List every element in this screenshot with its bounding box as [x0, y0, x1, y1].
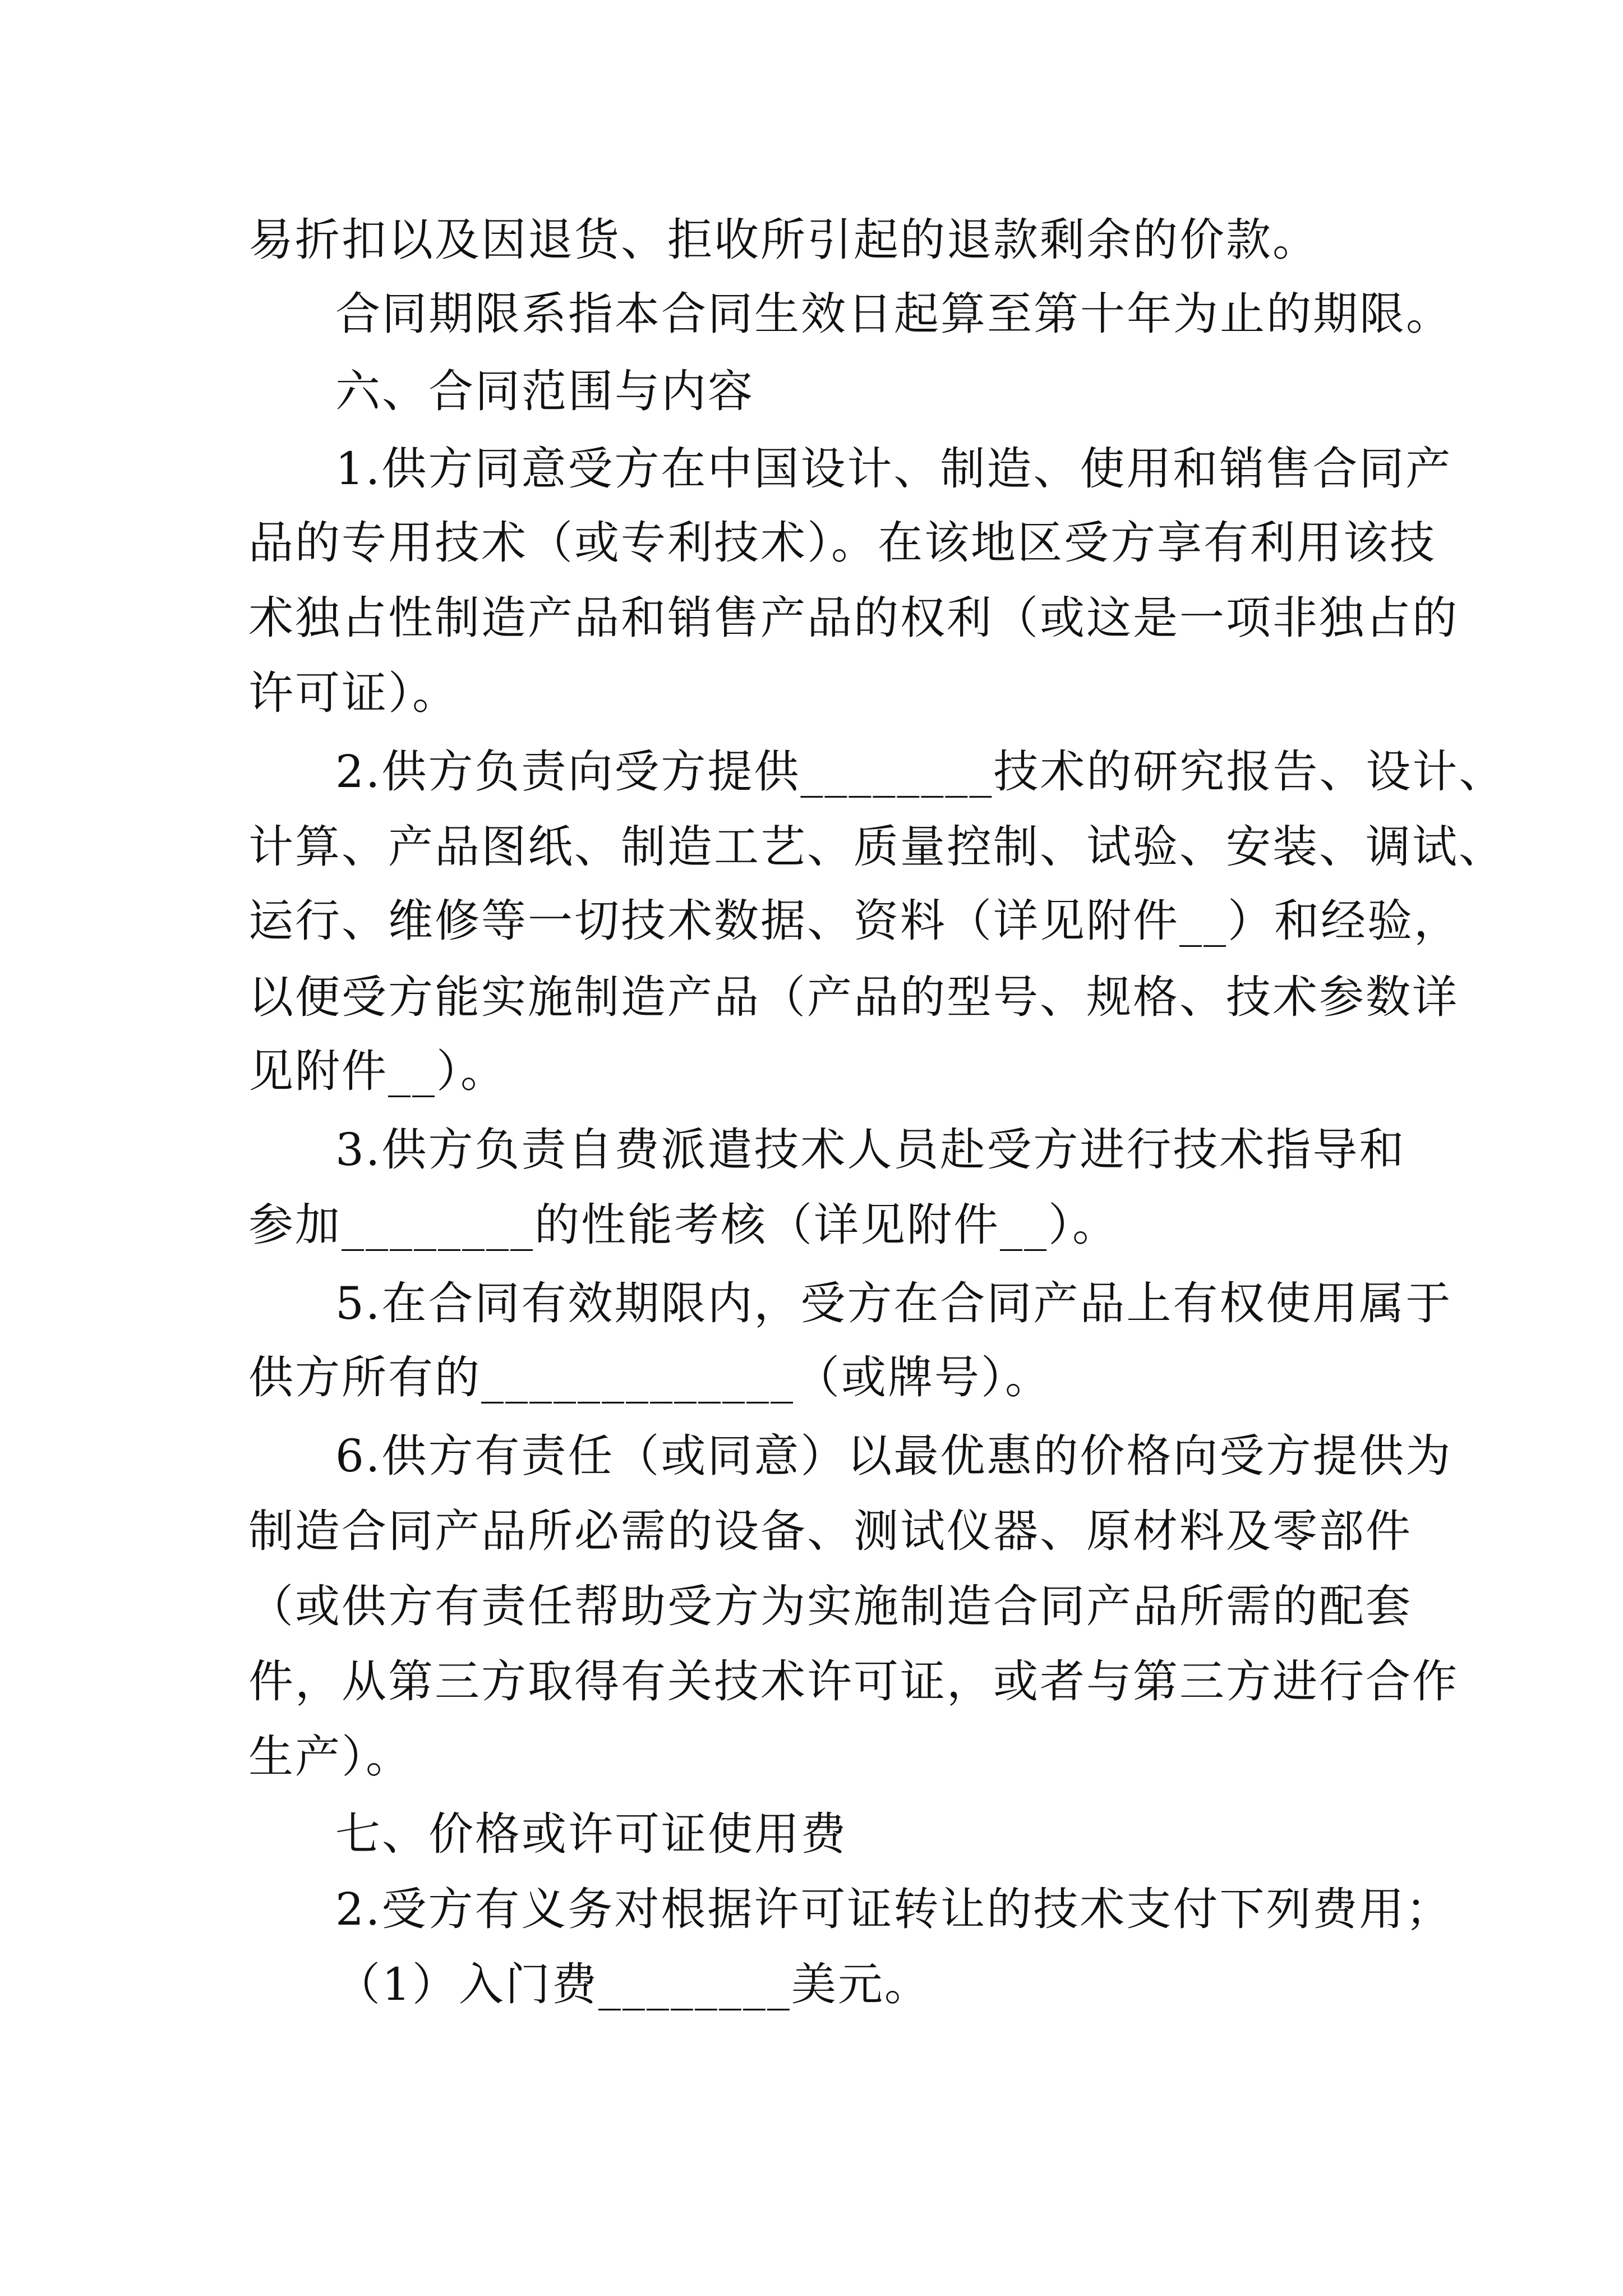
text-line: 6.供方有责任（或同意）以最优惠的价格向受方提供为 [335, 1430, 1453, 1482]
text-line: 术独占性制造产品和销售产品的权利（或这是一项非独占的 [248, 592, 1459, 644]
text-line: 2.受方有义务对根据许可证转让的技术支付下列费用； [335, 1883, 1453, 1935]
text-line: 1.供方同意受方在中国设计、制造、使用和销售合同产 [335, 443, 1453, 495]
text-line: （1）入门费________美元。 [335, 1958, 931, 2010]
section-heading: 七、价格或许可证使用费 [335, 1808, 847, 1860]
text-line: 制造合同产品所必需的设备、测试仪器、原材料及零部件 [248, 1505, 1412, 1557]
text-line: 件，从第三方取得有关技术许可证，或者与第三方进行合作 [248, 1655, 1459, 1708]
text-line: 以便受方能实施制造产品（产品的型号、规格、技术参数详 [248, 971, 1459, 1023]
text-line: 3.供方负责自费派遣技术人员赴受方进行技术指导和 [335, 1124, 1406, 1176]
text-line: 供方所有的_____________（或牌号）。 [248, 1351, 1052, 1404]
text-line: 许可证）。 [248, 667, 459, 719]
text-line: 易折扣以及因退货、拒收所引起的退款剩余的价款。 [248, 214, 1319, 266]
text-line: 生产）。 [248, 1731, 412, 1783]
section-heading: 六、合同范围与内容 [335, 365, 754, 417]
text-line: 见附件__）。 [248, 1045, 507, 1097]
text-line: 合同期限系指本合同生效日起算至第十年为止的期限。 [335, 288, 1453, 340]
text-line: 品的专用技术（或专利技术）。在该地区受方享有利用该技 [248, 517, 1436, 569]
text-line: 运行、维修等一切技术数据、资料（详见附件__）和经验， [248, 895, 1460, 947]
text-line: （或供方有责任帮助受方为实施制造合同产品所需的配套 [248, 1580, 1412, 1632]
text-line: 计算、产品图纸、制造工艺、质量控制、试验、安装、调试、 [248, 821, 1505, 873]
text-line: 2.供方负责向受方提供________技术的研究报告、设计、 [335, 746, 1506, 798]
text-line: 5.在合同有效期限内，受方在合同产品上有权使用属于 [335, 1277, 1453, 1329]
text-line: 参加________的性能考核（详见附件__）。 [248, 1199, 1119, 1251]
